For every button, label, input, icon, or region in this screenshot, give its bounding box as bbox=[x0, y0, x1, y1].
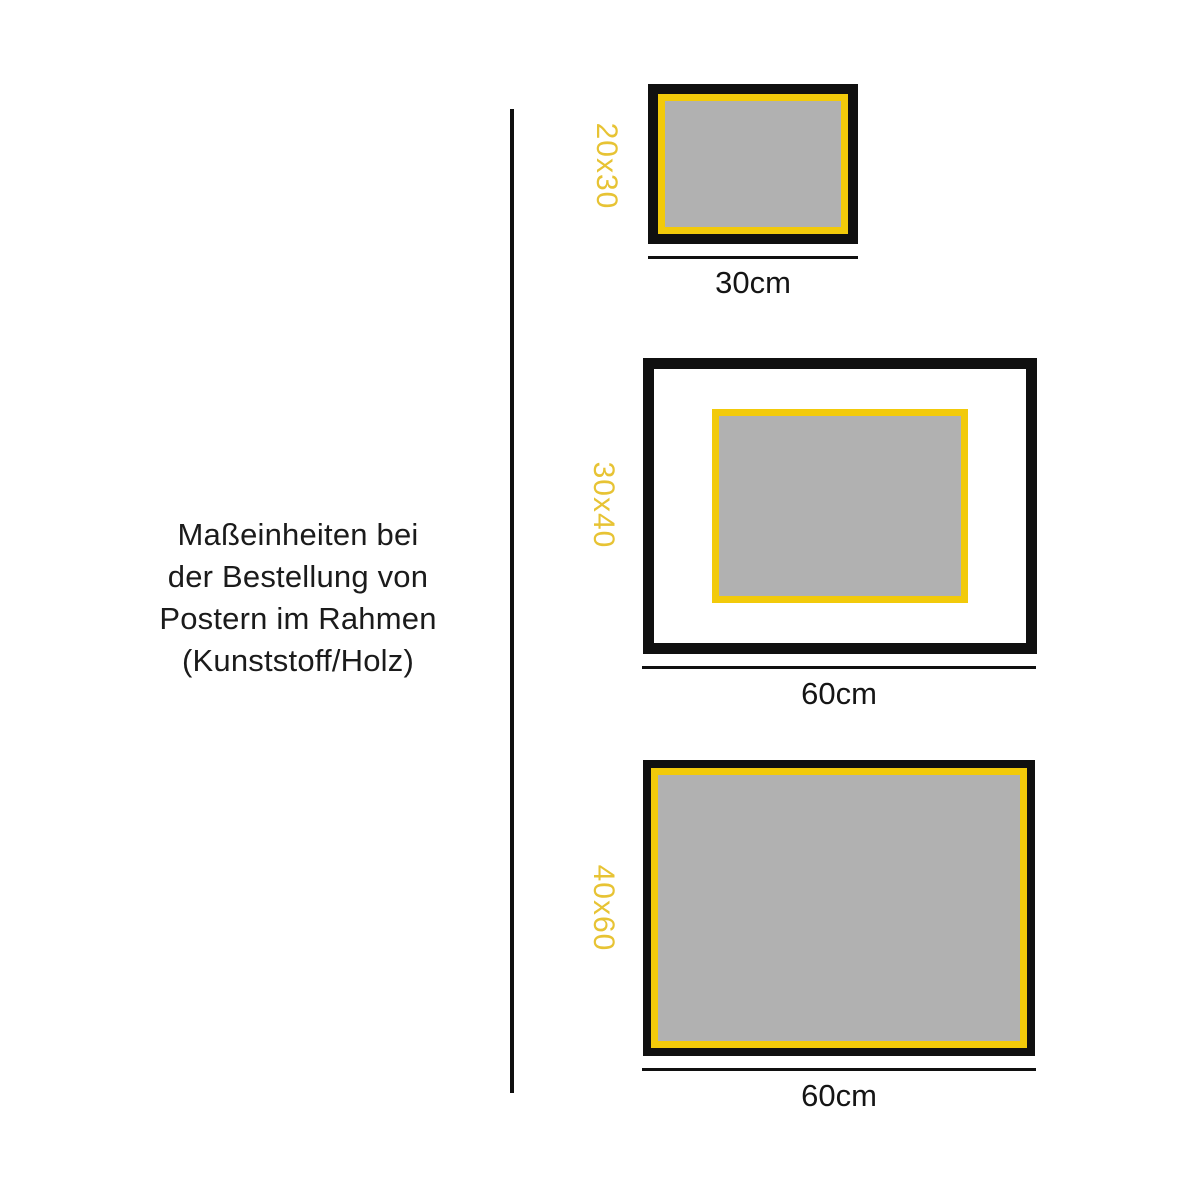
frame-30x40 bbox=[643, 358, 1037, 654]
dimension-label-20x30: 30cm bbox=[715, 265, 791, 300]
dimension-line-20x30 bbox=[648, 256, 858, 259]
size-label-30x40: 30x40 bbox=[587, 461, 620, 549]
frame-20x30-yellow-border bbox=[658, 94, 848, 234]
frame-40x60-poster-area bbox=[658, 775, 1020, 1041]
frame-30x40-poster-area bbox=[712, 409, 968, 603]
intro-line-2: der Bestellung von bbox=[167, 559, 429, 594]
dimension-line-40x60 bbox=[642, 1068, 1036, 1071]
dimension-label-30x40: 60cm bbox=[801, 676, 877, 711]
vertical-divider-line bbox=[510, 109, 514, 1093]
frame-40x60-yellow-border bbox=[651, 768, 1027, 1048]
intro-line-3: Postern im Rahmen bbox=[159, 601, 437, 636]
size-label-40x60: 40x60 bbox=[587, 864, 620, 952]
intro-line-1: Maßeinheiten bei bbox=[177, 517, 419, 552]
frame-20x30 bbox=[648, 84, 858, 244]
dimension-line-30x40 bbox=[642, 666, 1036, 669]
frame-20x30-poster-area bbox=[665, 101, 841, 227]
intro-text bbox=[117, 514, 479, 682]
frame-40x60 bbox=[643, 760, 1035, 1056]
intro-line-4: (Kunststoff/Holz) bbox=[182, 643, 414, 678]
size-label-20x30: 20x30 bbox=[590, 122, 623, 210]
dimension-label-40x60: 60cm bbox=[801, 1078, 877, 1113]
